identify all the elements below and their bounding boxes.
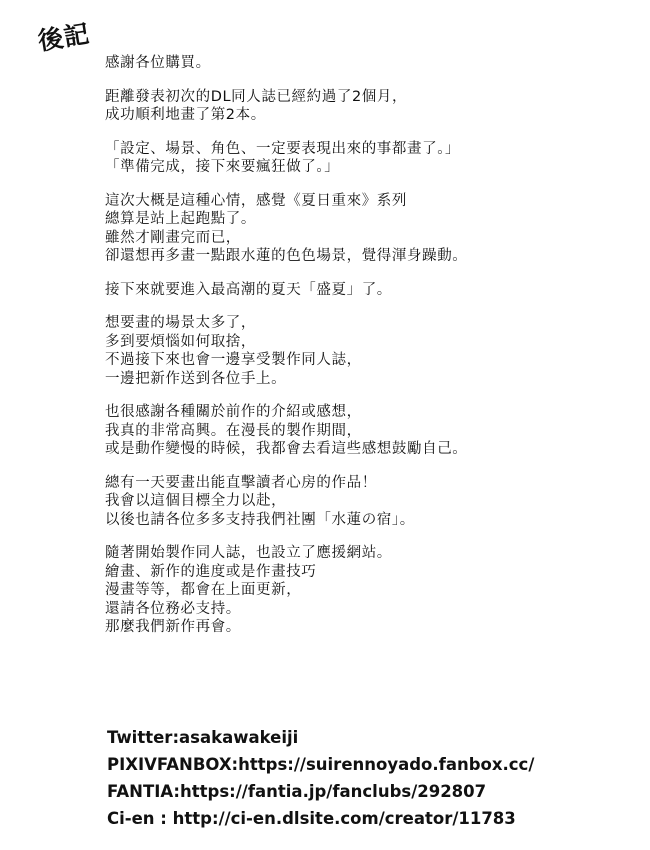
paragraph-midsummer [105,281,625,300]
text-line: 我真的非常高興。在漫長的製作期間， [105,422,362,439]
text-line: 或是動作變慢的時候，我都會去看這些感想鼓勵自己。 [105,441,468,457]
paragraph-second-book [105,88,625,125]
text-line: 接下來就要進入最高潮的夏天「盛夏」了。 [105,281,392,298]
text-line: 「設定、場景、角色、一定要表現出來的事都畫了。」 [105,140,461,157]
paragraph-quotes [105,140,625,177]
text-line: 總算是站上起跑點了。 [105,211,256,227]
paragraph-support-site [105,544,625,637]
paragraph-gratitude [105,403,625,459]
paragraph-scenes [105,314,625,388]
text-line: 不過接下來也會一邊享受製作同人誌， [105,352,362,368]
paragraph-goal [105,474,625,530]
fantia-link[interactable]: FANTIA:https://fantia.jp/fanclubs/292807 [107,782,487,801]
text-line: 感謝各位購買。 [105,55,211,71]
text-line: 這次大概是這種心情，感覺《夏日重來》系列 [105,192,407,209]
text-line: 距離發表初次的DL同人誌已經約過了2個月， [105,88,408,105]
text-line: 繪畫、新作的進度或是作畫技巧 [105,563,317,580]
text-line: 成功順利地畫了第2本。 [105,107,266,123]
text-line: 也很感謝各種關於前作的介紹或感想， [105,404,362,420]
paragraph-feelings [105,192,625,266]
text-line: 我會以這個目標全力以赴， [105,493,287,509]
paragraph-thanks [105,54,625,73]
twitter-link[interactable]: Twitter:asakawakeiji [107,728,299,747]
text-line: 漫畫等等，都會在上面更新， [105,582,302,598]
text-line: 還請各位務必支持。 [105,600,241,617]
social-links [107,724,627,832]
text-line: 隨著開始製作同人誌，也設立了應援網站。 [105,545,392,561]
text-line: 總有一天要畫出能直擊讀者心房的作品！ [105,474,377,491]
text-line: 想要畫的場景太多了， [105,315,256,331]
pixivfanbox-link[interactable]: PIXIVFANBOX:https://suirennoyado.fanbox.cc/ [107,755,535,774]
text-line: 以後也請各位多多支持我們社團「水蓮の宿」。 [105,511,415,528]
text-line: 那麼我們新作再會。 [105,619,241,635]
text-line: 卻還想再多畫一點跟水蓮的色色場景，覺得渾身躁動。 [105,248,468,264]
text-line: 「準備完成，接下來要瘋狂做了。」 [105,159,340,175]
ci-en-link[interactable]: Ci-en : http://ci-en.dlsite.com/creator/11783 [107,809,516,828]
text-line: 多到要煩惱如何取捨， [105,333,256,350]
afterword-body [105,54,625,652]
text-line: 一邊把新作送到各位手上。 [105,370,287,387]
text-line: 雖然才剛畫完而已， [105,229,241,246]
page-title: 後記 [35,19,92,56]
